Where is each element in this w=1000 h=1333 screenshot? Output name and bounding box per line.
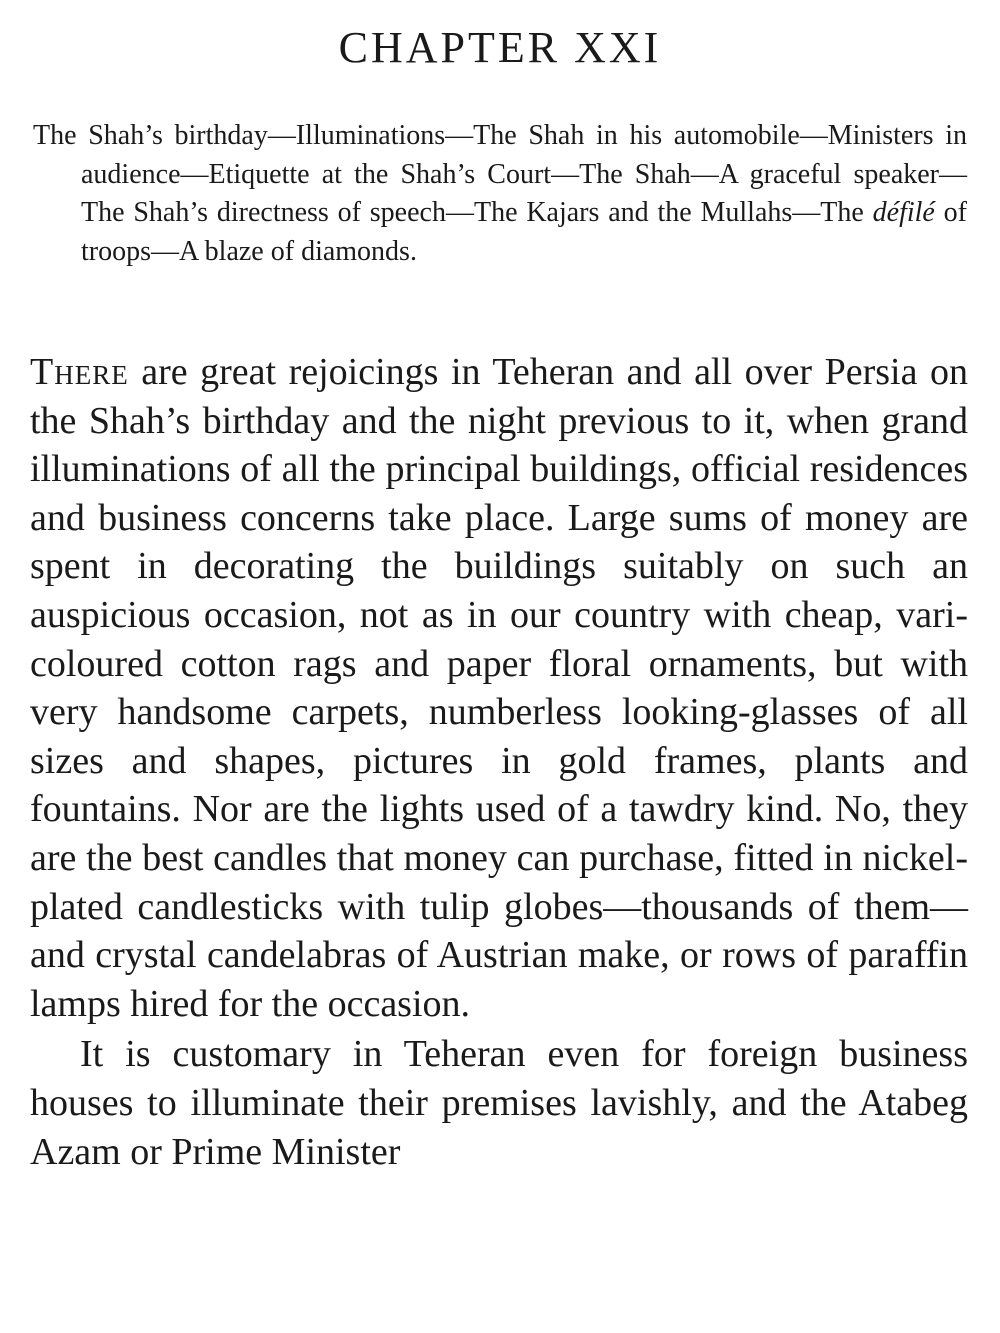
synopsis-text-main: The Shah’s birthday—Illuminations—The Shah in his automobile—Ministers in audience—Etiquette at the Shah’s Court—The Shah—A graceful speaker—The Shah’s directness of speech—The Kajars and the Mullahs—The [33, 120, 967, 228]
synopsis-text [33, 117, 967, 271]
synopsis-italic-term: défilé [872, 197, 935, 228]
chapter-title: CHAPTER XXI [338, 23, 662, 72]
body-paragraph-1 [30, 348, 968, 1028]
body-paragraph-2: It is customary in Teheran even for foreign business houses to illuminate their premises lavishly, and the Atabeg Azam or Prime Minister [30, 1033, 968, 1173]
body-paragraph-1-text: are great rejoicings in Teheran and all over Persia on the Shah’s birthday and the night previous to it, when grand illuminations of all the principal buildings, official residences and business concerns take place. Large sums of money are spent in decorating the buildings suitably on such an auspicious occasion, not as in our country with cheap, vari-coloured cotton rags and paper floral ornaments, but with very handsome carpets, numberless looking-glasses of all sizes and shapes, pictures in gold frames, plants and fountains. Nor are the lights used of a tawdry kind. No, they are the best candles that money can purchase, fitted in nickel-plated candlesticks with tulip globes—thousands of them—and crystal candelabras of Austrian make, or rows of paraffin lamps hired for the occasion. [30, 351, 968, 1025]
opening-word: There [30, 351, 129, 393]
chapter-synopsis [33, 117, 967, 271]
synopsis-text-end: of troops—A blaze of diamonds. [81, 197, 967, 267]
chapter-body [30, 348, 968, 1176]
